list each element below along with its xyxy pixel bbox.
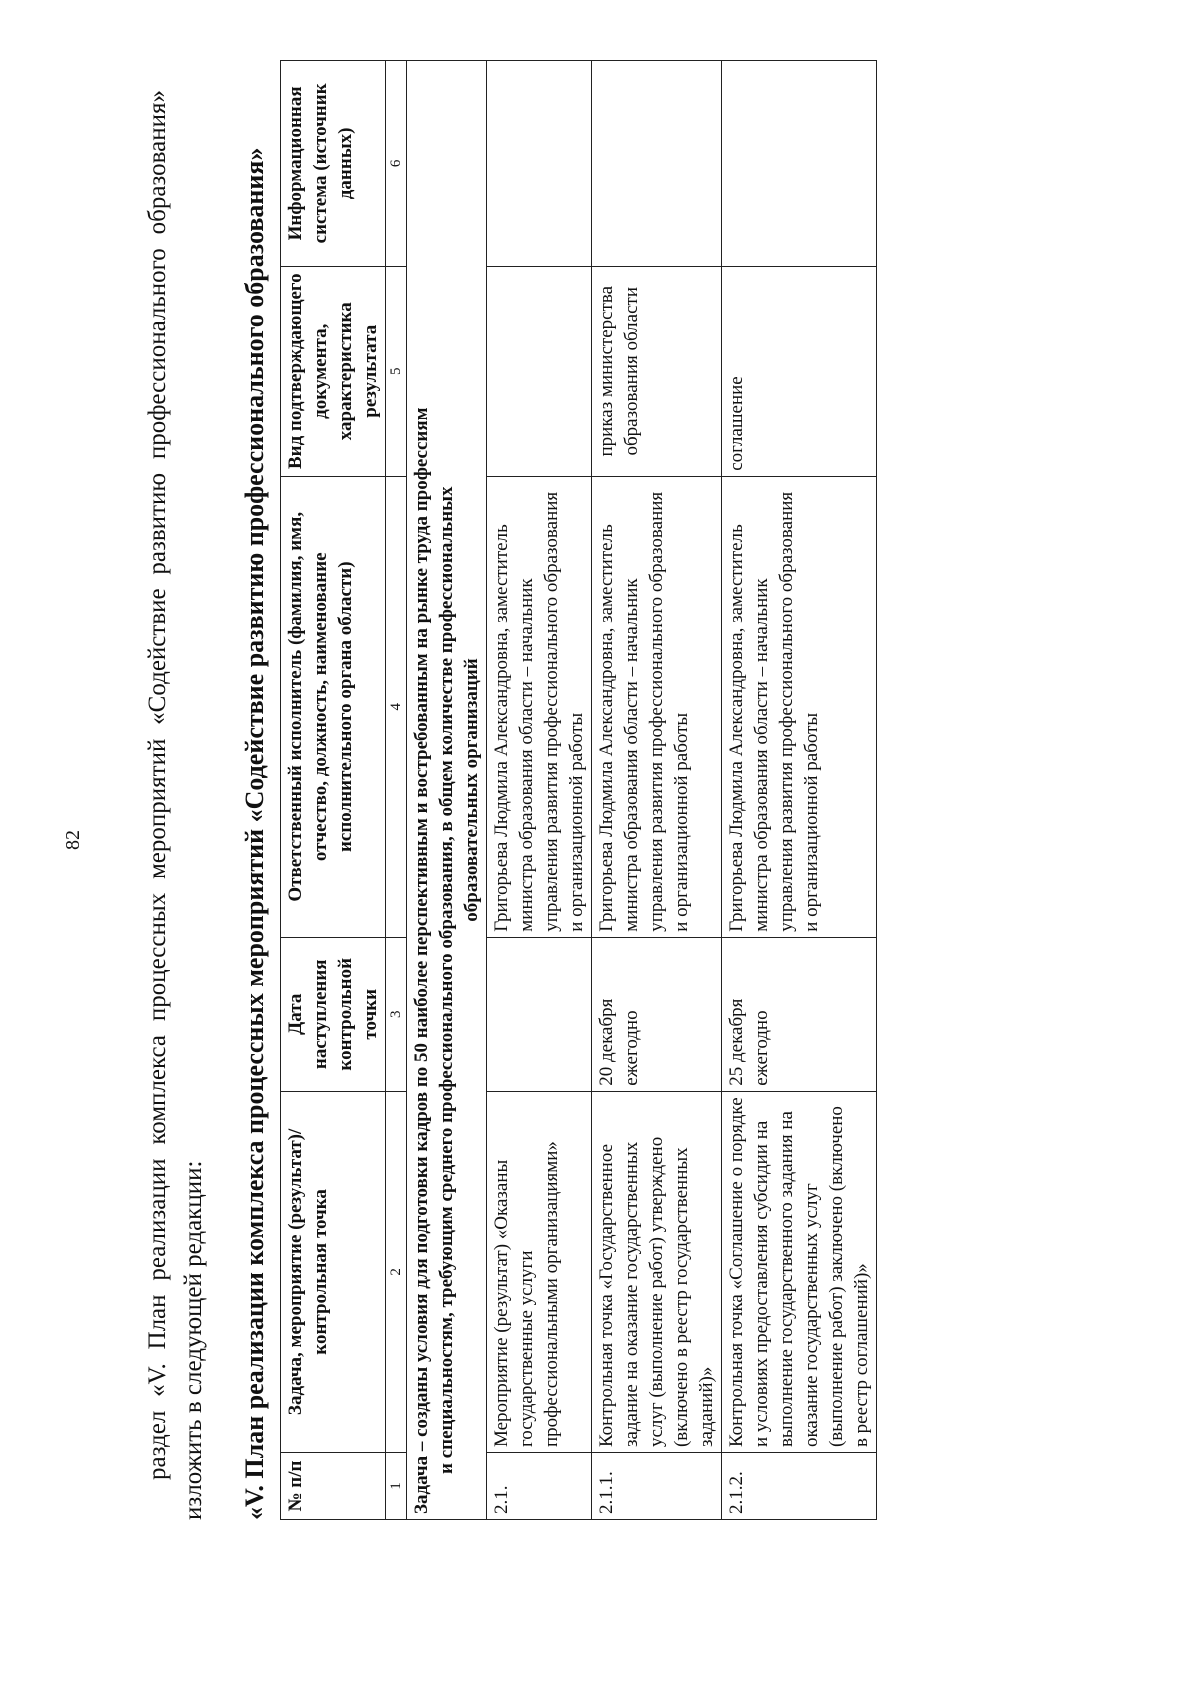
intro-paragraph: раздел «V. План реализации комплекса процессных мероприятий «Содействие развитию профессионального образования» изложить в следующей редакции:	[144, 90, 207, 1520]
page-number: 82	[62, 830, 84, 850]
column-number: 6	[386, 61, 407, 267]
section-title: «V. План реализации комплекса процессных мероприятий «Содействие развитию профессионального образования»	[240, 147, 269, 1520]
table-row	[487, 61, 592, 1520]
row-date: 25 декабря ежегодно	[722, 937, 877, 1091]
column-number: 5	[386, 266, 407, 476]
task-line-1: Задача – созданы условия для подготовки кадров по 50 наиболее перспективным и востребованным на рынке труда профессиям	[411, 407, 432, 1514]
row-system	[487, 61, 592, 267]
column-number: 4	[386, 476, 407, 937]
column-number-row	[386, 61, 407, 1520]
row-document: соглашение	[722, 266, 877, 476]
row-document: приказ министерства образования области	[592, 266, 722, 476]
row-responsible: Григорьева Людмила Александровна, заместитель министра образования области – начальник управления развития профессионального образования и организационной работы	[592, 476, 722, 937]
row-number: 2.1.	[487, 1453, 592, 1520]
table-header-row	[281, 61, 386, 1520]
row-responsible: Григорьева Людмила Александровна, заместитель министра образования области – начальник управления развития профессионального образования и организационной работы	[722, 476, 877, 937]
row-system	[722, 61, 877, 267]
row-item: Мероприятие (результат) «Оказаны государственные услуги профессиональными организациями»	[487, 1091, 592, 1452]
row-date	[487, 937, 592, 1091]
row-date: 20 декабря ежегодно	[592, 937, 722, 1091]
row-system	[592, 61, 722, 267]
row-number: 2.1.1.	[592, 1453, 722, 1520]
task-row	[407, 61, 487, 1520]
column-number: 2	[386, 1091, 407, 1452]
task-cell	[407, 61, 487, 1520]
header-responsible: Ответственный исполнитель (фамилия, имя, отчество, должность, наименование исполнительного органа области)	[281, 476, 386, 937]
task-line-3: образовательных организаций	[461, 658, 482, 922]
header-task: Задача, мероприятие (результат)/ контрольная точка	[281, 1091, 386, 1452]
rotated-document-page	[40, 20, 1160, 1660]
header-document: Вид подтверждающего документа, характеристика результата	[281, 266, 386, 476]
row-document	[487, 266, 592, 476]
row-item: Контрольная точка «Государственное задание на оказание государственных услуг (выполнение работ) утверждено (включено в реестр государственных заданий)»	[592, 1091, 722, 1452]
table-row	[722, 61, 877, 1520]
header-number: № п/п	[281, 1453, 386, 1520]
header-date: Дата наступления контрольной точки	[281, 937, 386, 1091]
row-responsible: Григорьева Людмила Александровна, заместитель министра образования области – начальник управления развития профессионального образования и организационной работы	[487, 476, 592, 937]
row-number: 2.1.2.	[722, 1453, 877, 1520]
plan-table	[280, 60, 877, 1520]
column-number: 3	[386, 937, 407, 1091]
column-number: 1	[386, 1453, 407, 1520]
row-item: Контрольная точка «Соглашение о порядке и условиях предоставления субсидии на выполнение государственного задания на оказание государственных услуг (выполнение работ) заключено (включено в реестр соглашений)»	[722, 1091, 877, 1452]
table-row	[592, 61, 722, 1520]
header-system: Информационная система (источник данных)	[281, 61, 386, 267]
task-line-2: и специальностям, требующим среднего профессионального образования, в общем количестве профессиональных	[436, 486, 457, 1474]
